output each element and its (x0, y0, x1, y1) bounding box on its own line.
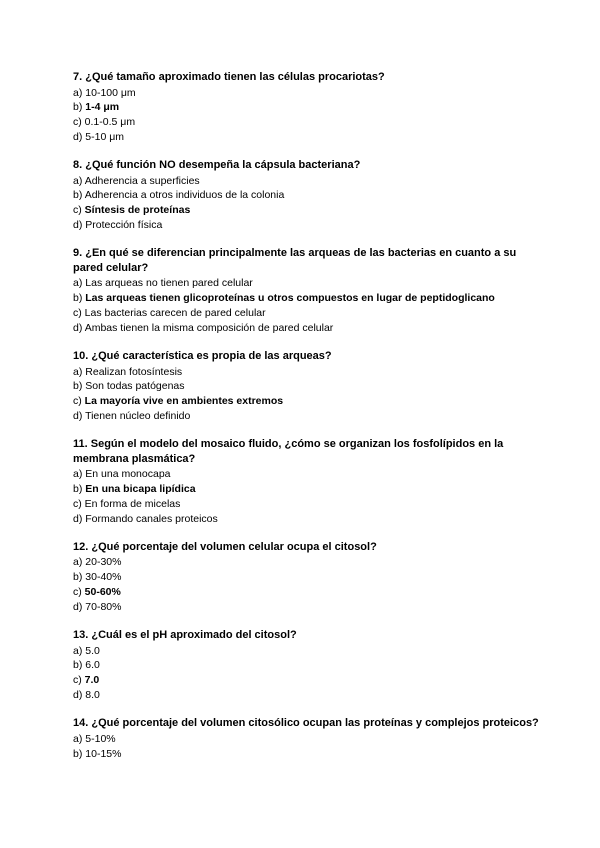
answer-option (73, 218, 543, 233)
option-text: 70-80% (85, 600, 122, 613)
option-letter: a) (73, 277, 83, 290)
option-text: 6.0 (85, 659, 100, 672)
option-text: 10-15% (85, 747, 122, 760)
question-title: 10. ¿Qué característica es propia de las arqueas? (73, 350, 332, 363)
answer-option (73, 130, 543, 145)
correct-answer-option (73, 482, 543, 497)
option-text: Adherencia a superficies (84, 174, 200, 187)
option-letter: a) (73, 365, 83, 378)
option-letter: a) (73, 86, 83, 99)
answer-option (73, 276, 543, 291)
answer-option (73, 188, 543, 203)
option-text: Las bacterias carecen de pared celular (84, 306, 266, 319)
option-list (73, 86, 543, 145)
answer-option (73, 174, 543, 189)
answer-option (73, 747, 543, 762)
answer-option (73, 321, 543, 336)
option-text: Adherencia a otros individuos de la colonia (84, 189, 285, 202)
question-title: 13. ¿Cuál es el pH aproximado del citosol? (73, 629, 297, 642)
option-text: 20-30% (85, 556, 122, 569)
question-title: 9. ¿En qué se diferencian principalmente las arqueas de las bacterias en cuanto a su pared celular? (73, 247, 517, 274)
answer-option (73, 379, 543, 394)
answer-option (73, 512, 543, 527)
option-letter: c) (73, 674, 82, 687)
option-letter: b) (73, 189, 83, 202)
option-text: 5.0 (85, 644, 100, 657)
option-text: En forma de micelas (84, 497, 181, 510)
option-letter: b) (73, 483, 83, 496)
option-text: En una monocapa (85, 468, 171, 481)
option-text: Las arqueas tienen glicoproteínas u otros compuestos en lugar de peptidoglicano (85, 292, 495, 305)
option-text: Tienen núcleo definido (85, 409, 191, 422)
question-list (73, 70, 543, 775)
answer-option (73, 306, 543, 321)
option-list (73, 365, 543, 424)
answer-option (73, 86, 543, 101)
question-block (73, 540, 543, 615)
option-letter: a) (73, 468, 83, 481)
correct-answer-option (73, 100, 543, 115)
option-letter: d) (73, 689, 83, 702)
option-text: 5-10% (85, 732, 116, 745)
answer-option (73, 600, 543, 615)
correct-answer-option (73, 291, 543, 306)
option-text: 1-4 μm (85, 101, 120, 114)
option-letter: b) (73, 659, 83, 672)
option-letter: c) (73, 116, 82, 129)
option-text: 8.0 (85, 689, 100, 702)
option-text: Son todas patógenas (85, 380, 185, 393)
answer-option (73, 467, 543, 482)
question-block (73, 246, 543, 335)
answer-option (73, 732, 543, 747)
option-letter: b) (73, 380, 83, 393)
option-letter: d) (73, 130, 83, 143)
answer-option (73, 409, 543, 424)
option-list (73, 555, 543, 614)
option-text: Realizan fotosíntesis (85, 365, 183, 378)
option-letter: d) (73, 321, 83, 334)
option-list (73, 467, 543, 526)
correct-answer-option (73, 203, 543, 218)
question-title: 8. ¿Qué función NO desempeña la cápsula bacteriana? (73, 159, 361, 172)
option-letter: c) (73, 204, 82, 217)
option-text: Formando canales proteicos (85, 512, 218, 525)
option-text: 5-10 μm (85, 130, 124, 143)
option-text: Las arqueas no tienen pared celular (85, 277, 253, 290)
answer-option (73, 115, 543, 130)
option-text: 10-100 μm (85, 86, 136, 99)
correct-answer-option (73, 394, 543, 409)
option-letter: b) (73, 292, 83, 305)
answer-option (73, 497, 543, 512)
question-title: 11. Según el modelo del mosaico fluido, ¿cómo se organizan los fosfolípidos en la membrana plasmática? (73, 438, 504, 465)
option-text: La mayoría vive en ambientes extremos (84, 395, 284, 408)
option-letter: a) (73, 174, 83, 187)
question-block (73, 70, 543, 145)
option-letter: a) (73, 556, 83, 569)
option-letter: c) (73, 306, 82, 319)
option-letter: d) (73, 512, 83, 525)
answer-option (73, 644, 543, 659)
option-list (73, 644, 543, 703)
option-letter: d) (73, 409, 83, 422)
question-block (73, 628, 543, 703)
option-text: Síntesis de proteínas (84, 204, 191, 217)
answer-option (73, 658, 543, 673)
option-letter: b) (73, 747, 83, 760)
option-list (73, 174, 543, 233)
option-list (73, 732, 543, 762)
question-title: 14. ¿Qué porcentaje del volumen citosólico ocupan las proteínas y complejos proteicos? (73, 717, 539, 730)
option-text: Ambas tienen la misma composición de pared celular (84, 321, 334, 334)
option-letter: c) (73, 586, 82, 599)
option-letter: d) (73, 219, 83, 232)
option-text: 30-40% (85, 571, 122, 584)
answer-option (73, 365, 543, 380)
option-text: Protección física (85, 219, 163, 232)
option-letter: a) (73, 732, 83, 745)
question-block (73, 158, 543, 233)
option-text: 0.1-0.5 μm (84, 116, 136, 129)
question-title: 12. ¿Qué porcentaje del volumen celular ocupa el citosol? (73, 540, 377, 553)
option-letter: a) (73, 644, 83, 657)
option-letter: b) (73, 571, 83, 584)
answer-option (73, 688, 543, 703)
question-block (73, 716, 543, 761)
option-letter: c) (73, 497, 82, 510)
option-text: 7.0 (84, 674, 100, 687)
correct-answer-option (73, 585, 543, 600)
option-text: 50-60% (84, 586, 121, 599)
answer-option (73, 555, 543, 570)
option-text: En una bicapa lipídica (85, 483, 196, 496)
question-block (73, 349, 543, 424)
answer-option (73, 570, 543, 585)
question-title: 7. ¿Qué tamaño aproximado tienen las células procariotas? (73, 71, 385, 83)
option-letter: d) (73, 600, 83, 613)
option-list (73, 276, 543, 335)
option-letter: c) (73, 395, 82, 408)
correct-answer-option (73, 673, 543, 688)
question-block (73, 437, 543, 526)
option-letter: b) (73, 101, 83, 114)
